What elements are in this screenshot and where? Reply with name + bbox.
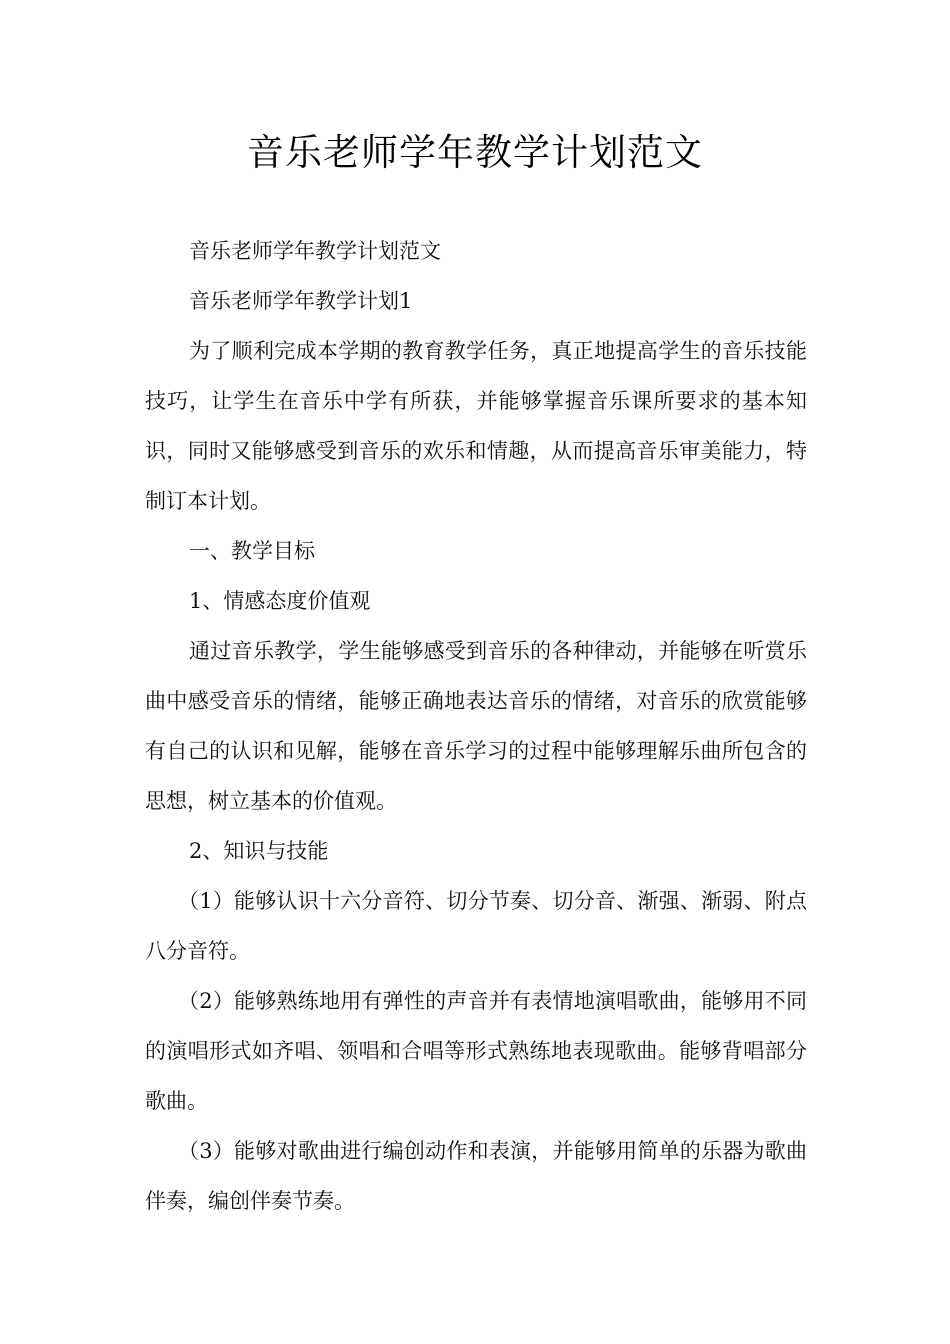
subtitle-paragraph: 音乐老师学年教学计划范文 (189, 239, 441, 263)
plan-heading: 音乐老师学年教学计划1 (189, 289, 413, 313)
intro-paragraph: 为了顺利完成本学期的教育教学任务，真正地提高学生的音乐技能技巧，让学生在音乐中学有所获，并能够掌握音乐课所要求的基本知识，同时又能够感受到音乐的欢乐和情趣，从而提高音乐审美能力，特制订本计划。 (145, 339, 807, 513)
section-heading-goals: 一、教学目标 (189, 539, 315, 563)
skill-item-3: （3）能够对歌曲进行编创动作和表演，并能够用简单的乐器为歌曲伴奏，编创伴奏节奏。 (145, 1139, 807, 1213)
document-title: 音乐老师学年教学计划范文 (247, 131, 703, 174)
values-paragraph: 通过音乐教学，学生能够感受到音乐的各种律动，并能够在听赏乐曲中感受音乐的情绪，能够正确地表达音乐的情绪，对音乐的欣赏能够有自己的认识和见解，能够在音乐学习的过程中能够理解乐曲所包含的思想，树立基本的价值观。 (145, 639, 807, 813)
skill-item-2: （2）能够熟练地用有弹性的声音并有表情地演唱歌曲，能够用不同的演唱形式如齐唱、领唱和合唱等形式熟练地表现歌曲。能够背唱部分歌曲。 (145, 989, 807, 1113)
document-body (145, 226, 807, 1226)
skill-item-1: （1）能够认识十六分音符、切分节奏、切分音、渐强、渐弱、附点八分音符。 (145, 889, 807, 963)
subheading-skills: 2、知识与技能 (189, 839, 329, 863)
subheading-values: 1、情感态度价值观 (189, 589, 371, 613)
